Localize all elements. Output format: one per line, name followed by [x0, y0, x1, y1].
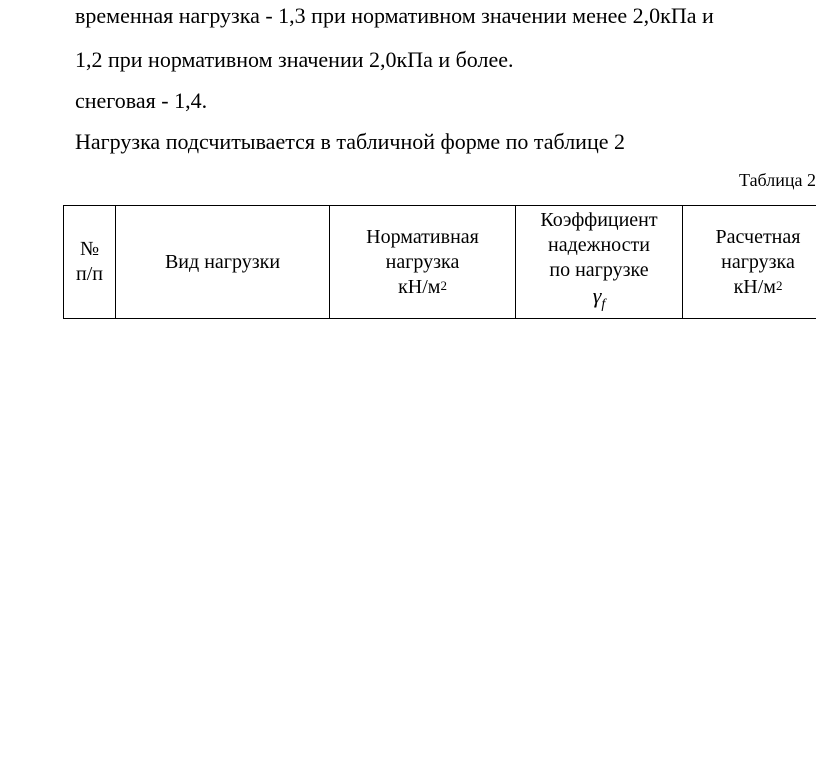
header-number: № п/п: [64, 206, 116, 319]
header-load-type: Вид нагрузки: [116, 206, 330, 319]
header-reliability-coefficient: Коэффициент надежности по нагрузке $\gamma_f$: [516, 206, 683, 319]
table-caption: Таблица 2: [739, 170, 816, 190]
loads-table: [63, 205, 816, 319]
paragraph-temporary-load-continued: 1,2 при нормативном значении 2,0кПа и более.: [75, 47, 514, 72]
paragraph-temporary-load: временная нагрузка - 1,3 при нормативном значении менее 2,0кПа и: [75, 3, 714, 28]
paragraph-table-intro: Нагрузка подсчитывается в табличной форме по таблице 2: [75, 129, 625, 154]
table-header-row: [64, 206, 816, 319]
header-design-load: Расчетная нагрузка $кН/м^2$: [683, 206, 816, 319]
paragraph-snow-load: снеговая - 1,4.: [75, 88, 208, 113]
header-normative-load: Нормативная нагрузка $кН/м^2$: [330, 206, 516, 319]
